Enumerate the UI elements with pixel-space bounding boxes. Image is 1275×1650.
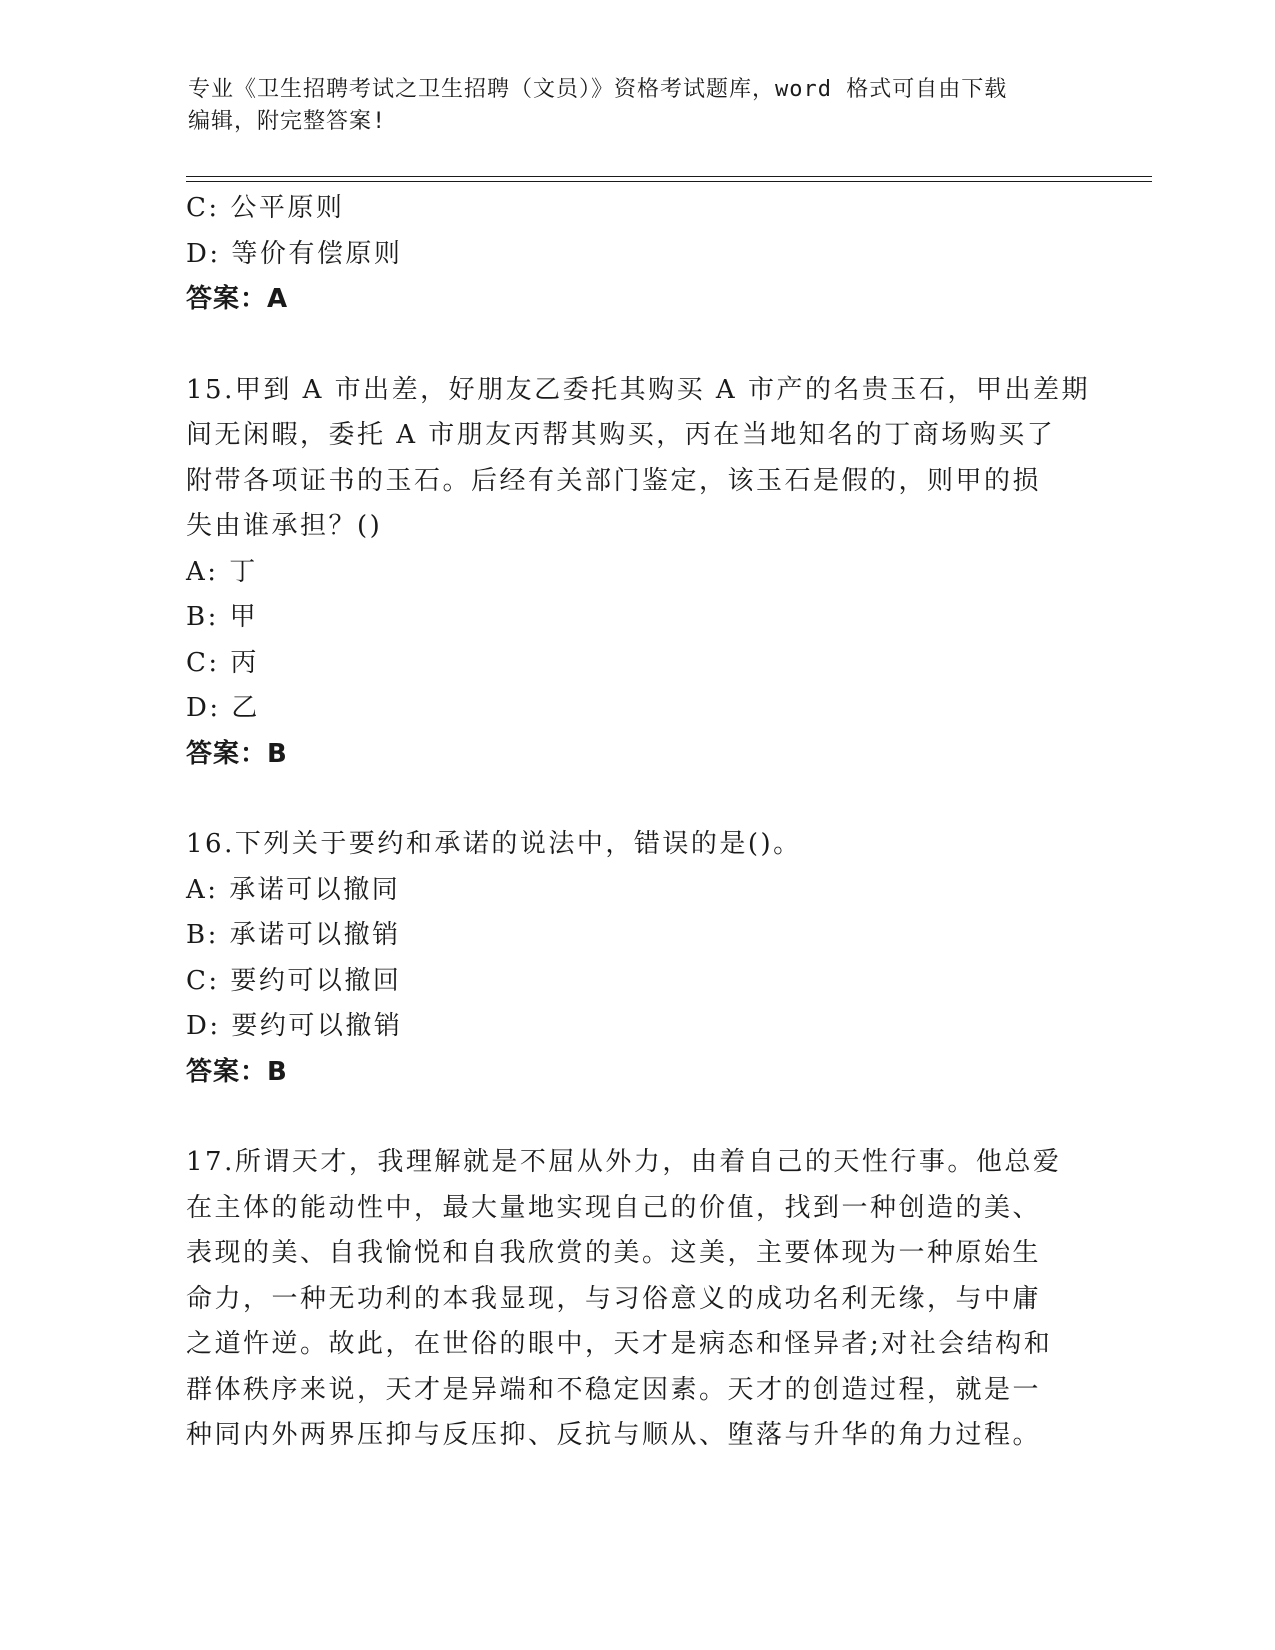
header-line-2: 编辑，附完整答案! [188, 109, 387, 134]
answer-line: 答案：A [186, 284, 289, 314]
question-15 [186, 368, 1090, 778]
question-text-line: 之道忤逆。故此，在世俗的眼中，天才是病态和怪异者;对社会结构和 [186, 1329, 1053, 1359]
document-header [188, 74, 1078, 138]
question-16 [186, 822, 1086, 1095]
question-text-line: 群体秩序来说，天才是异端和不稳定因素。天才的创造过程，就是一 [186, 1374, 1042, 1405]
option-d: D: 等价有偿原则 [186, 238, 403, 269]
answer-line: 答案：B [186, 738, 288, 769]
question-text-line: 在主体的能动性中，最大量地实现自己的价值，找到一种创造的美、 [186, 1192, 1042, 1223]
answer-line: 答案：B [186, 1056, 288, 1087]
header-divider-bottom [186, 181, 1152, 182]
question-text-line: 17.所谓天才，我理解就是不屈从外力，由着自己的天性行事。他总爱 [186, 1147, 1062, 1177]
spacer [186, 323, 1086, 368]
question-text-line: 15.甲到 A 市出差，好朋友乙委托其购买 A 市产的名贵玉石，甲出差期 [186, 374, 1090, 405]
option-d: D: 要约可以撤销 [186, 1011, 403, 1041]
option-c: C: 公平原则 [186, 193, 345, 223]
question-text-line: 间无闲暇，委托 A 市朋友丙帮其购买，丙在当地知名的丁商场购买了 [186, 420, 1056, 450]
option-c: C: 丙 [186, 647, 259, 678]
question-17 [186, 1140, 1086, 1459]
question-text-line: 命力，一种无功利的本我显现，与习俗意义的成功名利无缘，与中庸 [186, 1283, 1042, 1314]
question-text-line: 失由谁承担？() [186, 511, 383, 541]
question-text-line: 16.下列关于要约和承诺的说法中，错误的是()。 [186, 829, 802, 859]
question-14-tail [186, 186, 1086, 323]
option-a: A: 承诺可以撤同 [186, 874, 401, 905]
header-line-1: 专业《卫生招聘考试之卫生招聘（文员）》资格考试题库，word 格式可自由下载 [188, 77, 1008, 102]
option-a: A: 丁 [186, 556, 258, 587]
option-b: B: 甲 [186, 602, 259, 632]
spacer [186, 1095, 1086, 1140]
question-text-line: 附带各项证书的玉石。后经有关部门鉴定，该玉石是假的，则甲的损 [186, 465, 1042, 496]
document-body [186, 186, 1090, 1459]
option-d: D: 乙 [186, 693, 260, 723]
question-text-line: 表现的美、自我愉悦和自我欣赏的美。这美，主要体现为一种原始生 [186, 1238, 1042, 1268]
question-text-line: 种同内外两界压抑与反压抑、反抗与顺从、堕落与升华的角力过程。 [186, 1420, 1042, 1450]
option-c: C: 要约可以撤回 [186, 965, 402, 996]
option-b: B: 承诺可以撤销 [186, 920, 401, 950]
header-divider-top [186, 176, 1152, 177]
spacer [186, 777, 1086, 822]
